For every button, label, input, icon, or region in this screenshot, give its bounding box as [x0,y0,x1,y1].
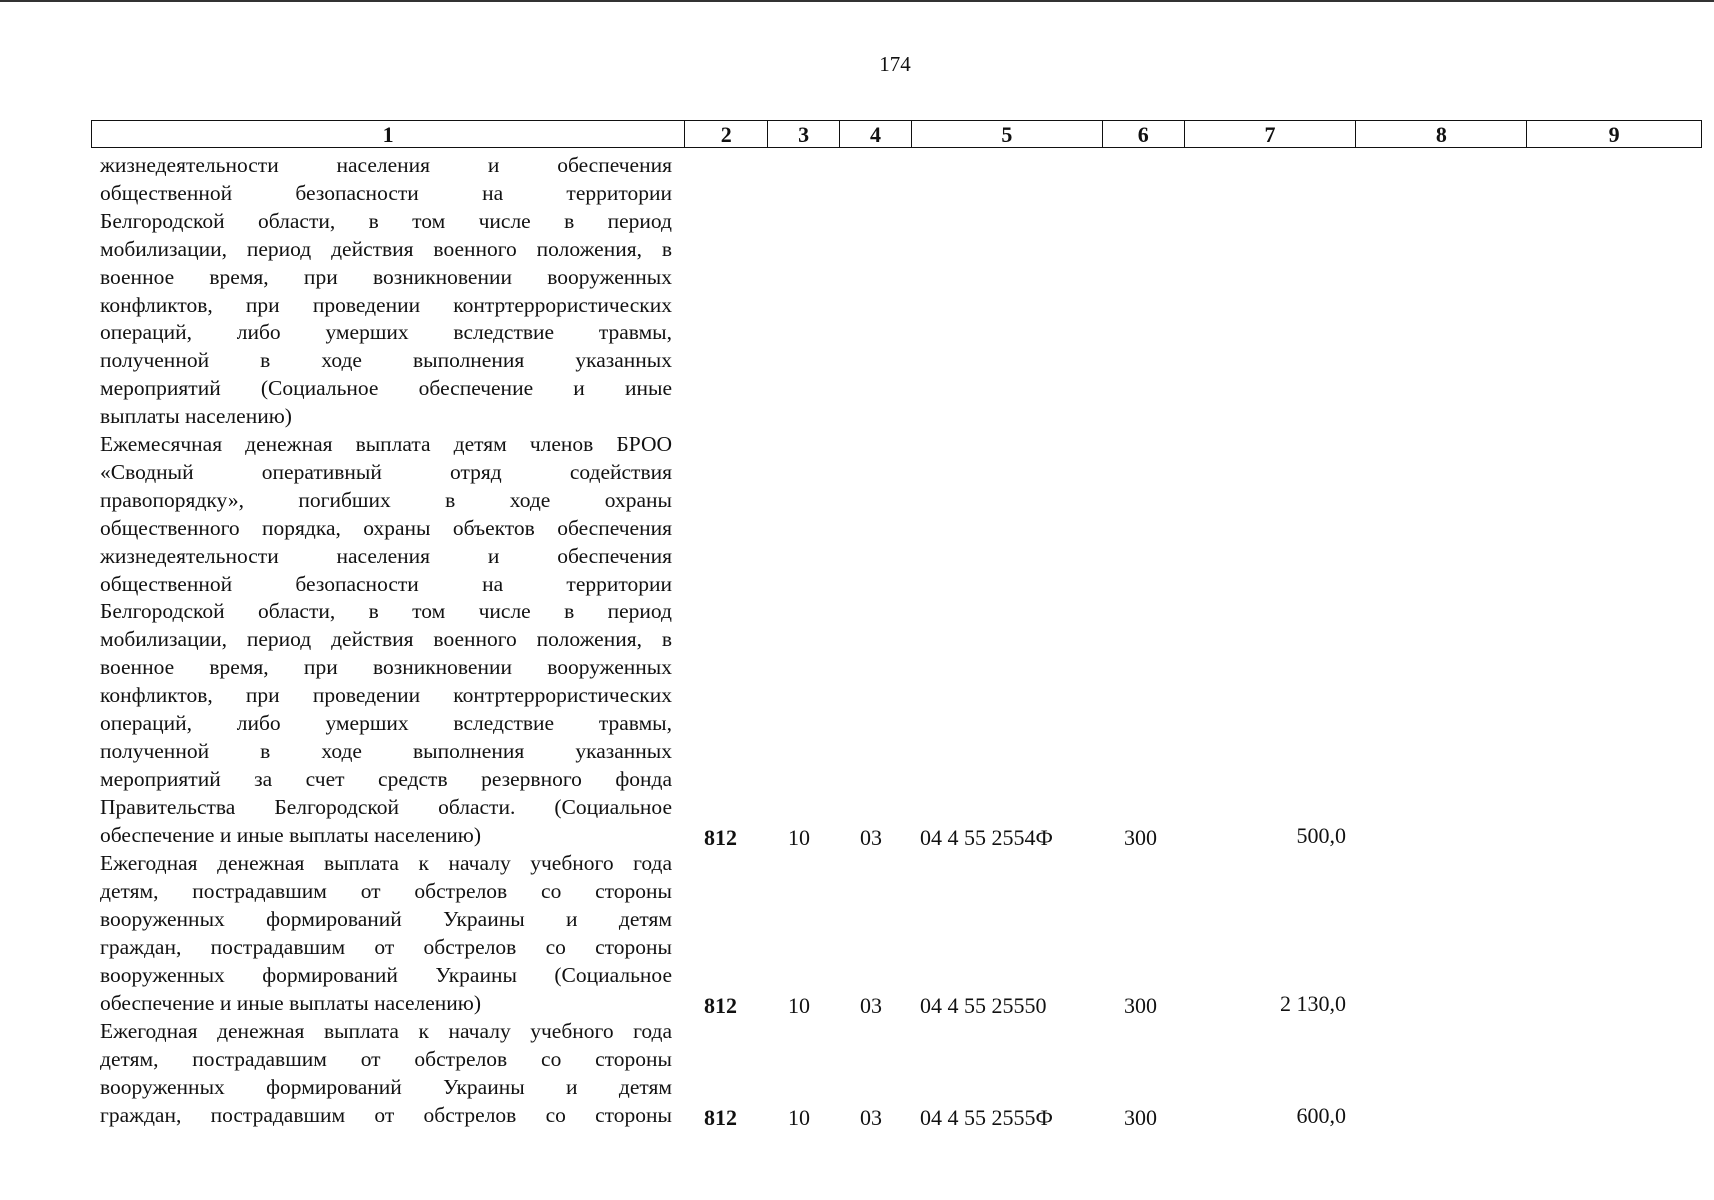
header-col-9: 9 [1608,122,1620,147]
target-article: 04 4 55 2554Ф [920,825,1053,850]
header-col-1: 1 [92,121,685,147]
text-line: правопорядку», погибших в ходе охраны [100,487,672,512]
text-line: «Сводный оперативный отряд содействия [100,459,672,484]
text-line: Правительства Белгородской области. (Социальное [100,794,672,819]
section-code: 10 [788,825,810,850]
text-line: выплаты населению) [100,404,292,429]
page-number: 174 [879,52,911,76]
text-line: операций, либо умерших вследствие травмы, [100,320,672,345]
text-line: граждан, пострадавшим от обстрелов со стороны [100,1102,672,1127]
header-col-4: 4 [840,121,912,147]
text-line: общественной безопасности на территории [100,180,672,205]
subsection-code: 03 [860,825,882,850]
row-description [100,1018,672,1130]
text-line: граждан, пострадавшим от обстрелов со стороны [100,934,672,959]
section-code: 10 [788,993,810,1018]
text-line: детям, пострадавшим от обстрелов со стороны [100,878,672,903]
text-line: Ежегодная денежная выплата к началу учебного года [100,1019,672,1043]
expense-type: 300 [1124,825,1157,850]
section-code: 10 [788,1105,810,1130]
text-line: общественной безопасности на территории [100,571,672,596]
header-col-6: 6 [1103,121,1185,147]
text-line: Ежемесячная денежная выплата детям членов БРОО [100,432,672,456]
expense-type: 300 [1124,993,1157,1018]
text-line: жизнедеятельности населения и обеспечения [100,543,672,568]
row-description [100,152,672,431]
subsection-code: 03 [860,993,882,1018]
text-line: вооруженных формирований Украины и детям [100,1074,672,1099]
text-line: военное время, при возникновении вооруженных [100,264,672,289]
ministry-code: 812 [704,825,737,850]
text-line: конфликтов, при проведении контртеррористических [100,292,672,317]
text-line: вооруженных формирований Украины и детям [100,906,672,931]
text-line: детям, пострадавшим от обстрелов со стороны [100,1046,672,1071]
row-description [100,850,672,1017]
top-border-line [0,0,1714,2]
subsection-code: 03 [860,1105,882,1130]
header-col-8: 8 [1356,121,1527,147]
text-line: жизнедеятельности населения и обеспечения [100,153,672,177]
text-line: мобилизации, период действия военного положения, в [100,627,672,652]
table-header [91,120,1702,148]
header-col-5: 5 [912,121,1103,147]
text-line: Белгородской области, в том числе в период [100,599,672,624]
text-line: Белгородской области, в том числе в период [100,208,672,233]
text-line: обеспечение и иные выплаты населению) [100,822,482,847]
text-line: полученной в ходе выполнения указанных [100,738,672,763]
text-line: мероприятий (Социальное обеспечение и иные [100,376,672,401]
amount: 2 130,0 [1280,991,1346,1016]
target-article: 04 4 55 2555Ф [920,1105,1053,1130]
text-line: полученной в ходе выполнения указанных [100,348,672,373]
ministry-code: 812 [704,1105,737,1130]
text-line: мероприятий за счет средств резервного фонда [100,766,672,791]
text-line: конфликтов, при проведении контртеррористических [100,683,672,708]
text-line: мобилизации, период действия военного положения, в [100,236,672,261]
text-line: военное время, при возникновении вооруженных [100,655,672,680]
row-description [100,431,672,850]
text-line: общественного порядка, охраны объектов обеспечения [100,515,672,540]
ministry-code: 812 [704,993,737,1018]
amount: 500,0 [1296,823,1346,848]
text-line: операций, либо умерших вследствие травмы, [100,711,672,736]
text-line: вооруженных формирований Украины (Социальное [100,962,672,987]
expense-type: 300 [1124,1105,1157,1130]
header-col-7: 7 [1185,121,1357,147]
text-line: Ежегодная денежная выплата к началу учебного года [100,851,672,875]
amount: 600,0 [1296,1103,1346,1128]
header-col-2: 2 [685,121,768,147]
target-article: 04 4 55 25550 [920,993,1047,1018]
text-line: обеспечение и иные выплаты населению) [100,990,482,1015]
header-col-3: 3 [768,121,840,147]
